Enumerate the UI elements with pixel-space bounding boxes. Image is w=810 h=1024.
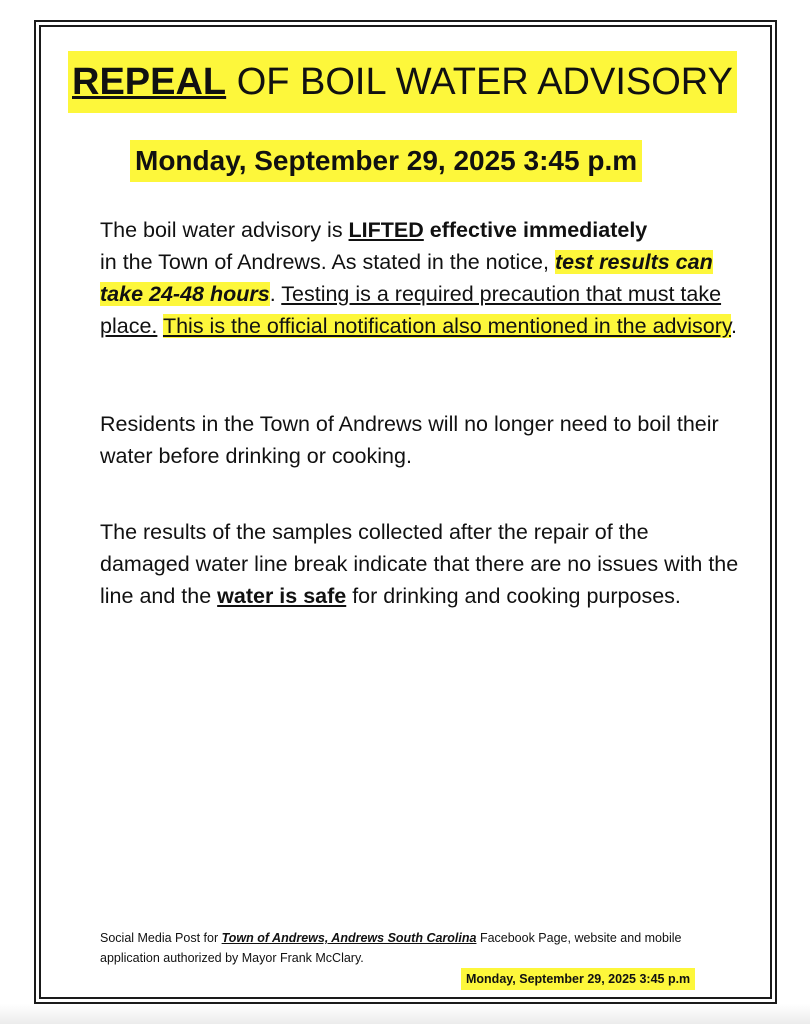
paragraph-residents: Residents in the Town of Andrews will no longer need to boil their water before drinking or cooking. [100,412,719,468]
p3-text-1: The results of the samples collected after the repair of the damaged water line break indicate that there are no issues with the line and the [100,520,739,608]
lifted-word: LIFTED [348,218,424,242]
official-notification-highlight: This is the official notification also mentioned in the advisory [162,314,732,338]
p3-text-2: for drinking and cooking purposes. [346,584,681,608]
test-results-highlight: test results can take 24-48 hours [100,250,713,306]
paragraph-results [100,516,740,612]
footer-town-link: Town of Andrews, Andrews South Carolina [221,931,477,945]
effective-immediately: effective immediately [423,218,648,242]
p1-text-4: . [269,282,282,306]
notice-title [68,51,737,113]
water-is-safe: water is safe [217,584,347,608]
footer-date: Monday, September 29, 2025 3:45 p.m [461,968,695,990]
p1-text-6: . [731,314,738,338]
date-heading: Monday, September 29, 2025 3:45 p.m [130,140,642,182]
p1-text-1: The boil water advisory is [100,218,349,242]
testing-required: Testing is a required precaution that must take place. [100,282,722,338]
footer-text-1: Social Media Post for [100,931,222,945]
paragraph-lifted [100,214,740,342]
title-repeal: REPEAL [72,61,227,103]
title-rest: OF BOIL WATER ADVISORY [226,61,733,103]
p1-text-3: in the Town of Andrews. As stated in the notice, [100,250,555,274]
footer-note [100,928,740,968]
footer-text-2: Facebook Page, website and mobile application authorized by Mayor Frank McClary. [100,931,682,965]
